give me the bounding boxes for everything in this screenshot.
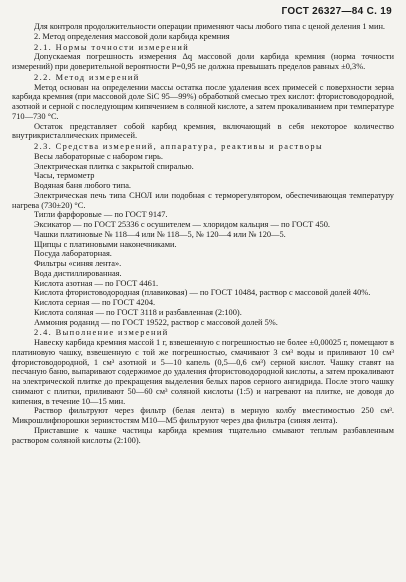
list-item: Тигли фарфоровые — по ГОСТ 9147. xyxy=(34,210,168,220)
section-2-1-heading: 2.1. Нормы точности измерений xyxy=(34,42,190,52)
equipment-list xyxy=(12,152,394,191)
paragraph-rinsing: Приставшие к чашке частицы карбида кремния тщательно смывают теплым разбавленным раствором соляной кислоты (2:100). xyxy=(12,425,394,445)
paragraph-residue: Остаток представляет собой карбид кремния, включающий в себя некоторое количество внутрикристаллических примесей. xyxy=(12,121,394,141)
equipment-list-2 xyxy=(12,210,394,220)
paragraph-timer: Для контроля продолжительности операции применяют часы любого типа с ценой деления 1 мин. xyxy=(34,22,386,31)
list-item: Кислота азотная — по ГОСТ 4461. xyxy=(34,278,159,288)
paragraph-accuracy: Допускаемая погрешность измерения Δq массовой доли карбида кремния (норма точности измерений) при доверительной вероятности P=0,95 не должна превышать пределов равных ±0,3%. xyxy=(12,52,394,71)
list-item: Электрическая плитка с закрытой спиралью. xyxy=(34,161,194,171)
paragraph-method: Метод основан на определении массы остатка после удаления всех примесей с поверхности зерна карбида кремния (при массовой доле SiC 95—99%) обработкой смесью трех кислот: фтористоводородной, азотной и серной с последующим кипячением в соляной кислоте, а затем прокаливанием при температуре 710—730 °С. xyxy=(12,82,394,121)
list-item: Фильтры «синяя лента». xyxy=(34,259,122,268)
paragraph-filtering: Раствор фильтруют через фильтр (белая лента) в мерную колбу вместимостью 250 см³. Микрошлифпорошки зернистостям М10—М5 фильтруют через два фильтра (синяя лента). xyxy=(12,406,394,425)
list-item: Электрическая печь типа СНОЛ или подобная с терморегулятором, обеспечивающая температуру нагрева (730±20) °С. xyxy=(12,190,394,210)
list-item: Посуда лабораторная. xyxy=(34,249,112,259)
list-item: Эксикатор — по ГОСТ 25336 с осушителем — хлоридом кальция — по ГОСТ 450. xyxy=(34,220,330,229)
equipment-list-4 xyxy=(12,298,394,327)
list-item: Вода дистиллированная. xyxy=(34,268,122,278)
list-item: Чашки платиновые № 118—4 или № 118—5, № 120—4 или № 120—5. xyxy=(34,229,286,239)
list-item: Аммония роданид — по ГОСТ 19522, раствор с массовой долей 5%. xyxy=(34,317,278,327)
page-header: ГОСТ 26327—84 С. 19 xyxy=(281,6,392,17)
list-item: Кислота соляная — по ГОСТ 3118 и разбавленная (2:100). xyxy=(34,307,242,317)
method-heading: 2. Метод определения массовой доли карбида кремния xyxy=(34,31,230,41)
list-item: Щипцы с платиновыми наконечниками. xyxy=(34,239,177,249)
list-item: Кислота серная — по ГОСТ 4204. xyxy=(34,298,156,307)
section-2-4-heading: 2.4. Выполнение измерений xyxy=(34,328,169,338)
list-item: Водяная баня любого типа. xyxy=(34,181,132,190)
equipment-list-3 xyxy=(12,240,394,289)
list-item: Часы, термометр xyxy=(34,171,95,181)
section-2-3-heading: 2.3. Средства измерений, аппаратура, реактивы и растворы xyxy=(34,142,324,151)
list-item: Весы лабораторные с набором гирь. xyxy=(34,151,163,161)
section-2-2-heading: 2.2. Метод измерений xyxy=(34,72,140,82)
list-item: Кислота фтористоводородная (плавиковая) — по ГОСТ 10484, раствор с массовой долей 40%. xyxy=(34,288,371,298)
paragraph-procedure: Навеску карбида кремния массой 1 г, взвешенную с погрешностью не более ±0,00025 г, помещают в платиновую чашку, взвешенную с той же погрешностью, смачивают 3 см³ воды и приливают 10 см³ фтористоводородной, 1 см³ азотной и 5—10 капель (0,5—0,6 см³) серной кислот. Чашку ставят на песчаную баню, выпаривают содержимое до удаления фтористоводородной кислоты, а затем прокаливают на электрической плитке до прекращения выделения белых паров серного ангидрида. После этого чашку снимают с плитки, приливают 50—60 см³ соляной кислоты (1:5) и нагревают на плитке, не доводя до кипения, в течение 10—15 мин. xyxy=(12,338,394,406)
